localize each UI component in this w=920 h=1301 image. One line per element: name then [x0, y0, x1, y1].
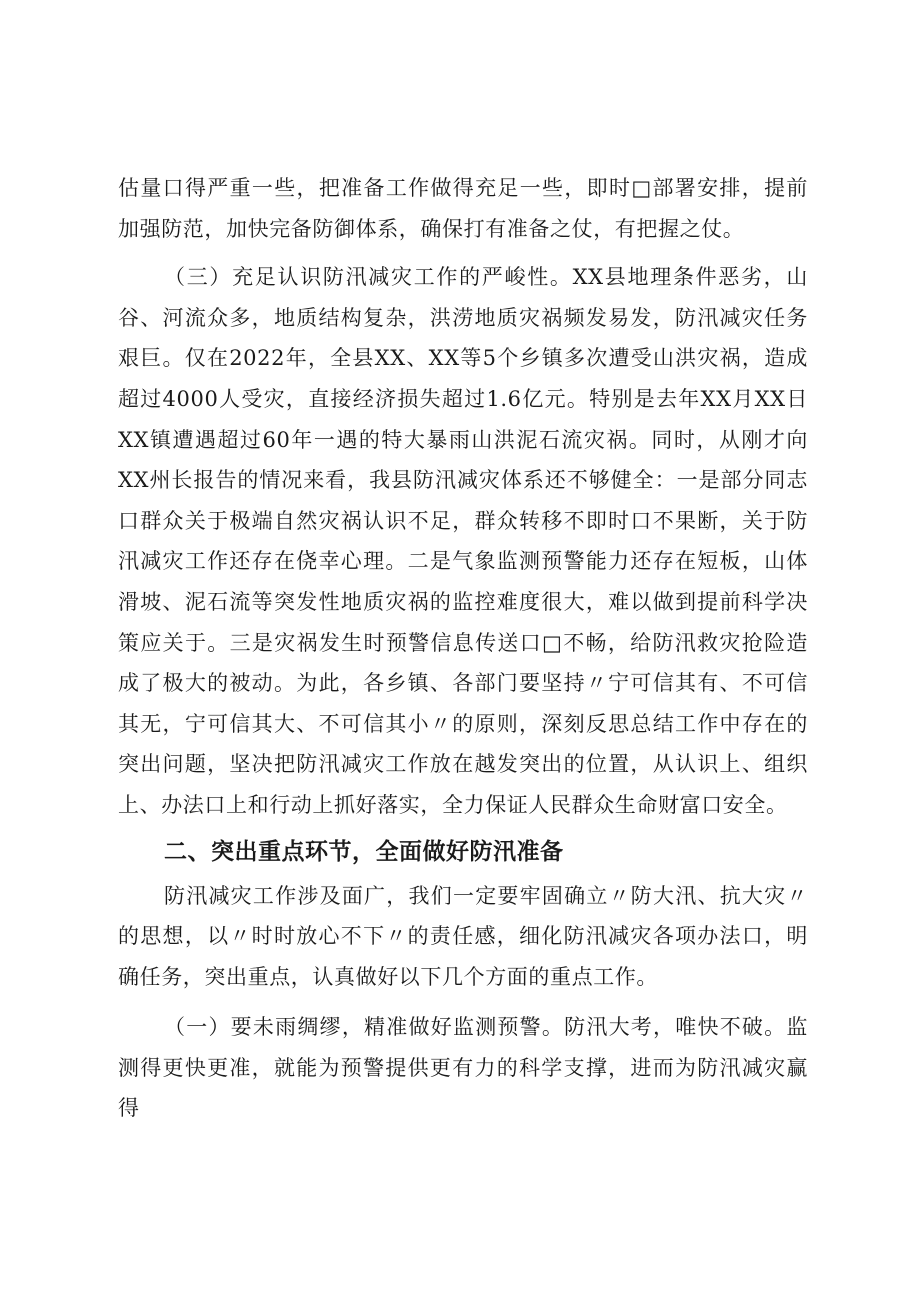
paragraph-intro: 防汛减灾工作涉及面广，我们一定要牢固确立〃防大汛、抗大灾〃的思想，以〃时时放心不下〃的责任感，细化防汛减灾各项办法口，明确任务，突出重点，认真做好以下几个方面的重点工作。 — [118, 883, 808, 989]
paragraph-section-three: （三）充足认识防汛减灾工作的严峻性。XX县地理条件恶劣，山谷、河流众多，地质结构复杂，洪涝地质灾祸频发易发，防汛减灾任务艰巨。仅在2022年，全县XX、XX等5个乡镇多次遭受山洪灾祸，造成超过4000人受灾，直接经济损失超过1.6亿元。特别是去年XX月XX日XX镇遭遇超过60年一遇的特大暴雨山洪泥石流灾祸。同时，从刚才向XX州长报告的情况来看，我县防汛减灾体系还不够健全：一是部分同志口群众关于极端自然灾祸认识不足，群众转移不即时口不果断，关于防汛减灾工作还存在侥幸心理。二是气象监测预警能力还存在短板，山体滑坡、泥石流等突发性地质灾祸的监控难度很大，难以做到提前科学决策应关于。三是灾祸发生时预警信息传送口□不畅，给防汛救灾抢险造成了极大的被动。为此，各乡镇、各部门要坚持〃宁可信其有、不可信其无，宁可信其大、不可信其小〃的原则，深刻反思总结工作中存在的突出问题，坚决把防汛减灾工作放在越发突出的位置，从认识上、组织上、办法口上和行动上抓好落实，全力保证人民群众生命财富口安全。 — [118, 265, 808, 817]
section-heading: 二、突出重点环节，全面做好防汛准备 — [164, 838, 564, 865]
paragraph-continuation: 估量口得严重一些，把准备工作做得充足一些，即时□部署安排，提前加强防范，加快完备防御体系，确保打有准备之仗，有把握之仗。 — [118, 176, 808, 241]
paragraph-subsection-one: （一）要未雨绸缪，精准做好监测预警。防汛大考，唯快不破。监测得更快更准，就能为预警提供更有力的科学支撑，进而为防汛减灾赢得 — [118, 1015, 808, 1121]
document-page — [118, 168, 808, 1129]
